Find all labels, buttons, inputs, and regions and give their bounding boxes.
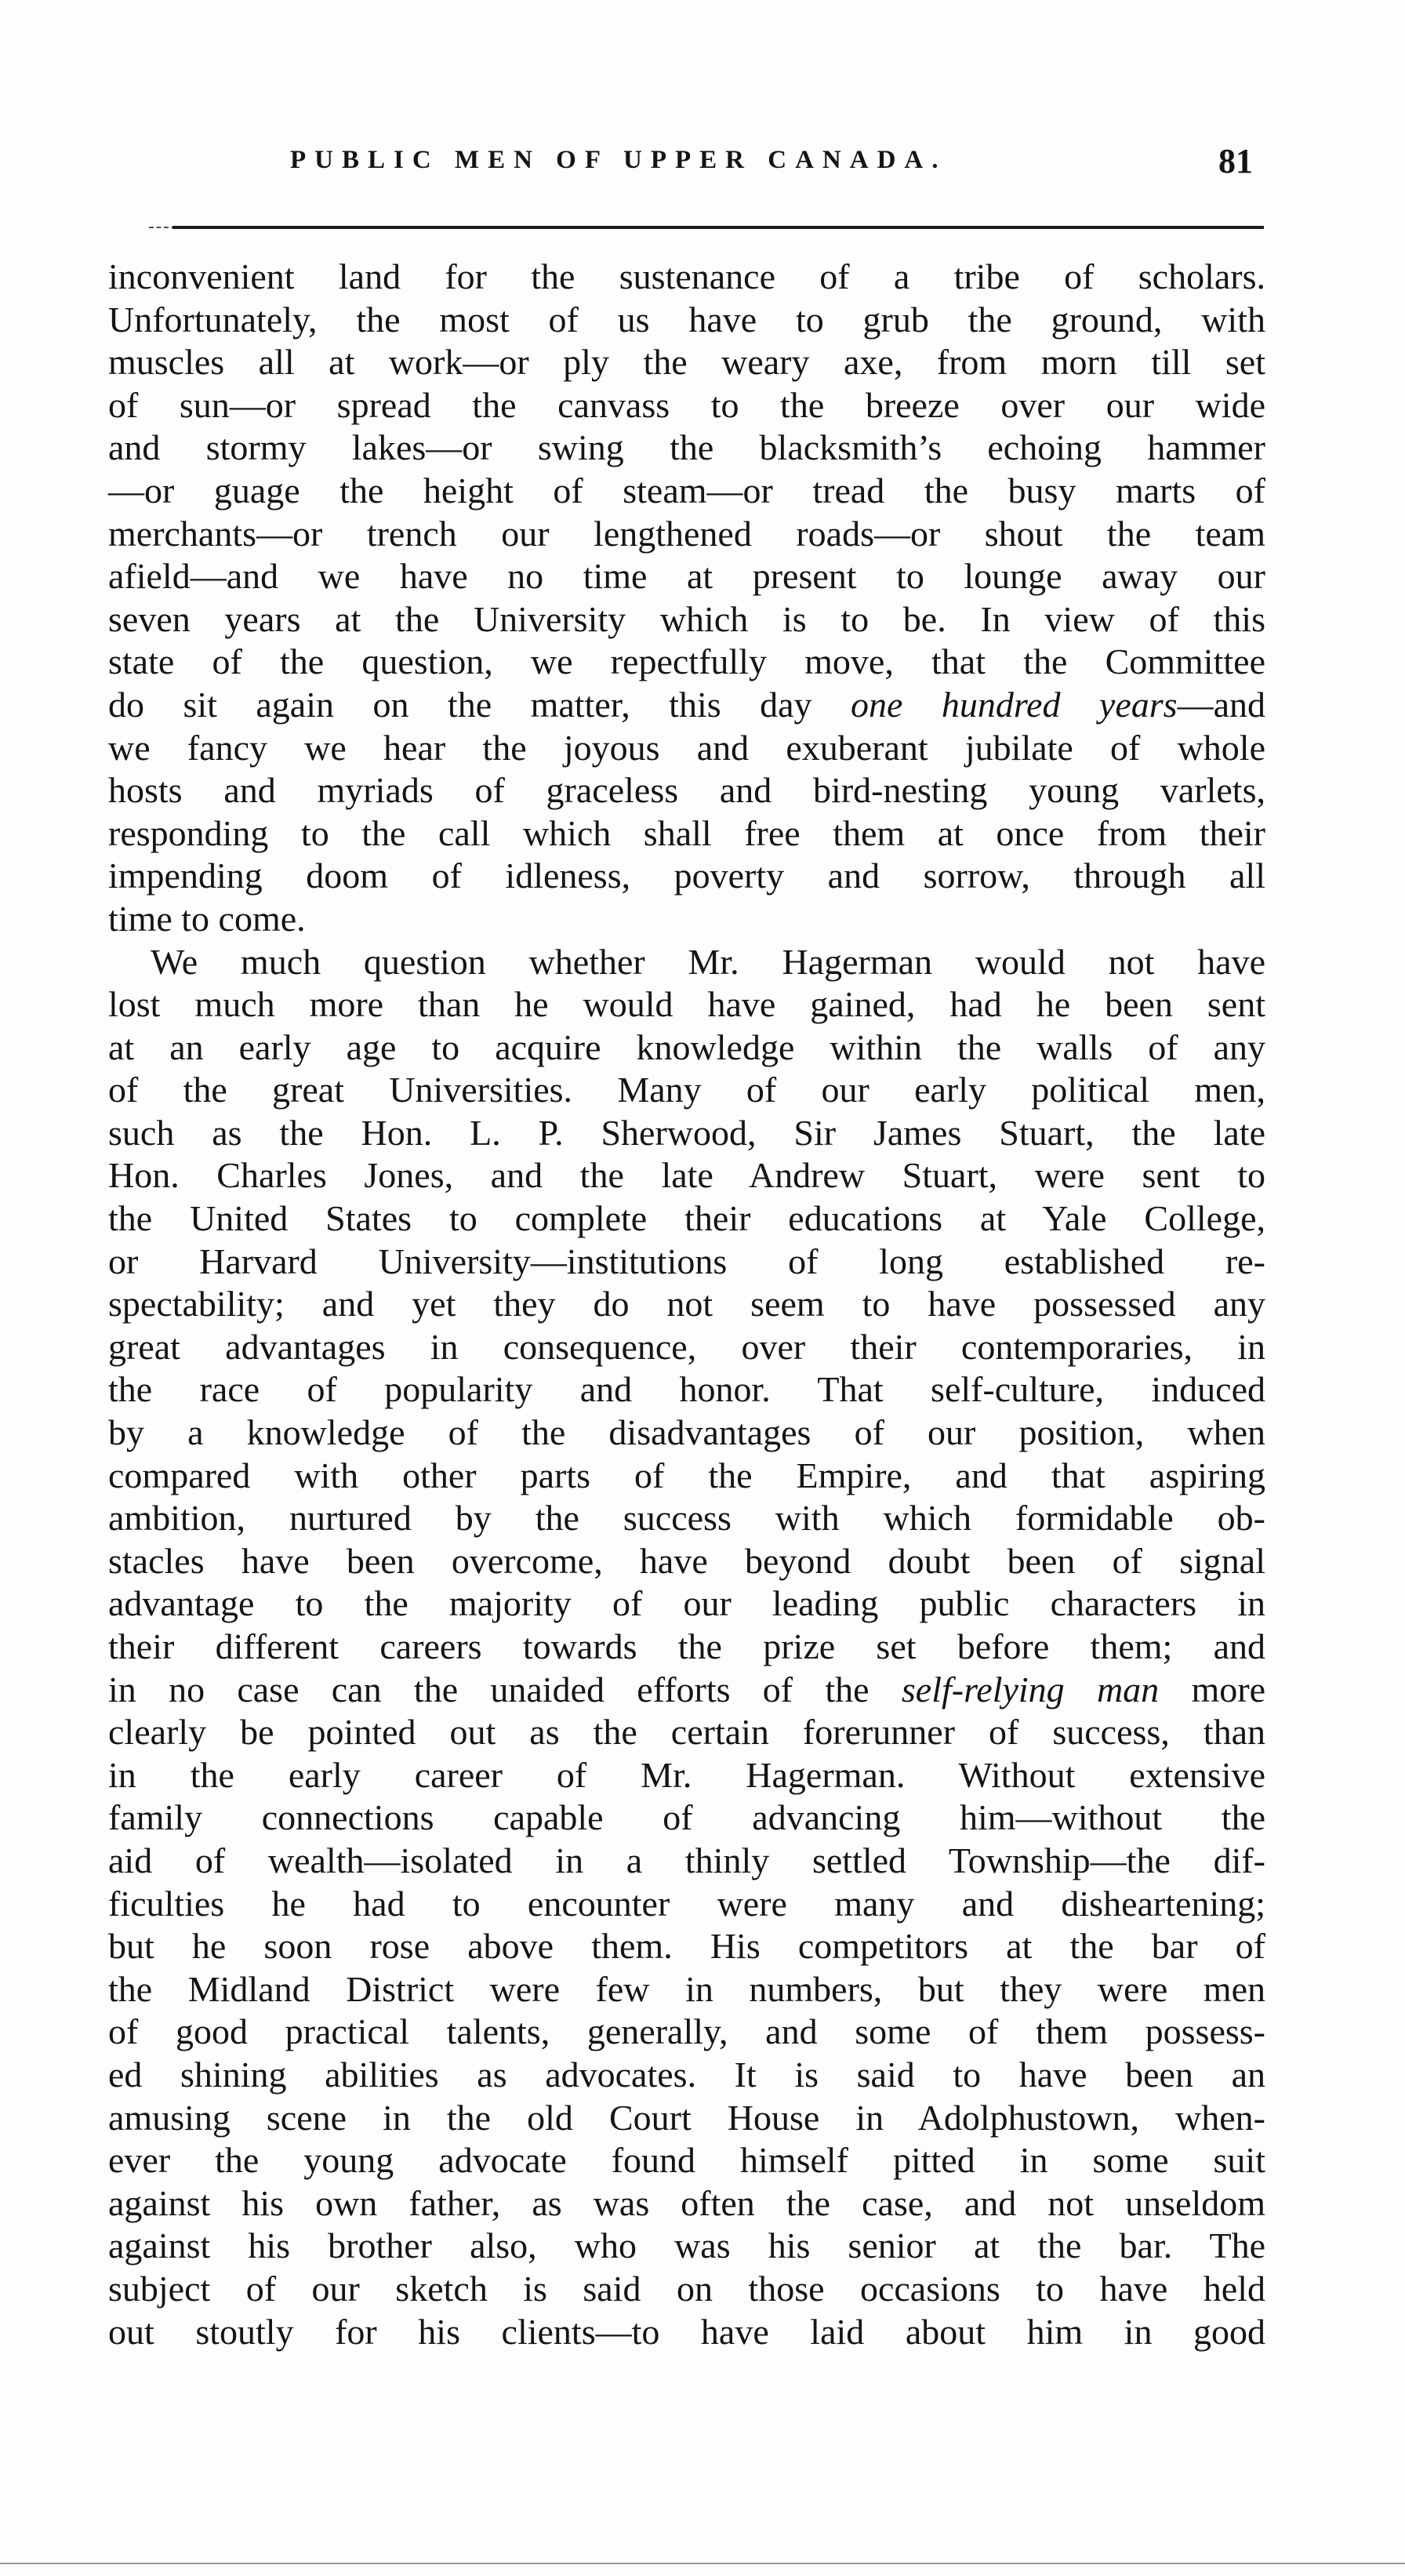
text-line: or Harvard University—institutions of long established re- bbox=[108, 1241, 1265, 1281]
text-line: lost much more than he would have gained, had he been sent bbox=[108, 984, 1265, 1025]
text-line: stacles have been overcome, have beyond doubt been of signal bbox=[108, 1540, 1265, 1581]
text-line bbox=[108, 1669, 1265, 1712]
text-line: muscles all at work—or ply the weary axe, from morn till set bbox=[108, 342, 1265, 383]
text-line: merchants—or trench our lengthened roads—or shout the team bbox=[108, 513, 1265, 554]
text-line: the race of popularity and honor. That self-culture, induced bbox=[108, 1369, 1265, 1410]
text-line: impending doom of idleness, poverty and sorrow, through all bbox=[108, 856, 1265, 896]
text-line: ed shining abilities as advocates. It is said to have been an bbox=[108, 2054, 1265, 2095]
text-line: at an early age to acquire knowledge within the walls of any bbox=[108, 1026, 1265, 1067]
text-line: and stormy lakes—or swing the blacksmith’s echoing hammer bbox=[108, 427, 1265, 468]
text-segment: do sit again on the matter, this day bbox=[108, 684, 851, 725]
text-line: afield—and we have no time at present to lounge away our bbox=[108, 556, 1265, 597]
text-line: great advantages in consequence, over their contemporaries, in bbox=[108, 1326, 1265, 1367]
text-line: ever the young advocate found himself pitted in some suit bbox=[108, 2140, 1265, 2181]
text-line: time to come. bbox=[108, 898, 306, 939]
text-line: the United States to complete their educations at Yale College, bbox=[108, 1198, 1265, 1239]
text-line: family connections capable of advancing him—without the bbox=[108, 1797, 1265, 1838]
text-line: of sun—or spread the canvass to the breeze over our wide bbox=[108, 384, 1265, 425]
text-line: spectability; and yet they do not seem to have possessed any bbox=[108, 1284, 1265, 1324]
text-line: clearly be pointed out as the certain forerunner of success, than bbox=[108, 1712, 1265, 1753]
text-line: against his own father, as was often the case, and not unseldom bbox=[108, 2182, 1265, 2223]
text-line: but he soon rose above them. His competitors at the bar of bbox=[108, 1926, 1265, 1967]
text-line: ficulties he had to encounter were many and disheartening; bbox=[108, 1883, 1265, 1924]
text-segment: —and bbox=[1177, 684, 1265, 725]
text-line: hosts and myriads of graceless and bird-nesting young varlets, bbox=[108, 770, 1265, 811]
text-line: Unfortunately, the most of us have to grub the ground, with bbox=[108, 299, 1265, 340]
text-line: amusing scene in the old Court House in Adolphustown, when- bbox=[108, 2097, 1265, 2138]
text-line: aid of wealth—isolated in a thinly settled Township—the dif- bbox=[108, 1840, 1265, 1880]
header-rule bbox=[172, 226, 1264, 229]
text-line: out stoutly for his clients—to have laid about him in good bbox=[108, 2311, 1265, 2352]
text-line: compared with other parts of the Empire, and that aspiring bbox=[108, 1455, 1265, 1495]
text-line: seven years at the University which is to be. In view of this bbox=[108, 598, 1265, 639]
text-line: inconvenient land for the sustenance of a tribe of scholars. bbox=[108, 256, 1265, 296]
text-line: —or guage the height of steam—or tread the busy marts of bbox=[108, 470, 1265, 510]
text-line: subject of our sketch is said on those occasions to have held bbox=[108, 2268, 1265, 2309]
running-title: PUBLIC MEN OF UPPER CANADA. bbox=[290, 146, 947, 174]
text-line: their different careers towards the prize set before them; and bbox=[108, 1626, 1265, 1666]
text-line: advantage to the majority of our leading public characters in bbox=[108, 1583, 1265, 1624]
text-line bbox=[108, 684, 1265, 727]
italic-phrase: one hundred years bbox=[850, 684, 1178, 725]
text-line: in the early career of Mr. Hagerman. Without extensive bbox=[108, 1754, 1265, 1795]
body-text bbox=[108, 256, 1265, 2353]
text-line: responding to the call which shall free them at once from their bbox=[108, 812, 1265, 853]
text-line: Hon. Charles Jones, and the late Andrew Stuart, were sent to bbox=[108, 1155, 1265, 1196]
paragraph-2 bbox=[108, 941, 1265, 2354]
text-line: we fancy we hear the joyous and exuberant jubilate of whole bbox=[108, 727, 1265, 768]
paragraph-1 bbox=[108, 256, 1265, 941]
text-segment: more bbox=[1159, 1669, 1265, 1709]
text-line: of the great Universities. Many of our early political men, bbox=[108, 1070, 1265, 1110]
text-line: by a knowledge of the disadvantages of our position, when bbox=[108, 1412, 1265, 1453]
page-edge-rule bbox=[0, 2563, 1405, 2564]
text-line: of good practical talents, generally, and some of them possess- bbox=[108, 2011, 1265, 2052]
text-line: the Midland District were few in numbers, but they were men bbox=[108, 1968, 1265, 2009]
text-line: such as the Hon. L. P. Sherwood, Sir James Stuart, the late bbox=[108, 1112, 1265, 1153]
text-line: ambition, nurtured by the success with which formidable ob- bbox=[108, 1498, 1265, 1539]
text-segment: in no case can the unaided efforts of the bbox=[108, 1669, 902, 1709]
text-line: state of the question, we repectfully move, that the Committee bbox=[108, 641, 1265, 682]
text-line: against his brother also, who was his senior at the bar. The bbox=[108, 2225, 1265, 2266]
italic-phrase: self-relying man bbox=[901, 1669, 1160, 1709]
text-line: We much question whether Mr. Hagerman would not have bbox=[151, 941, 1265, 982]
page-number: 81 bbox=[1218, 142, 1253, 180]
running-head bbox=[108, 141, 1261, 196]
